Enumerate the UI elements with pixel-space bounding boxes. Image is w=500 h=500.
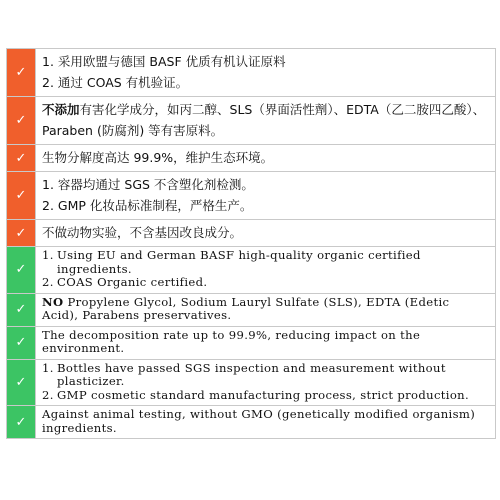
table-row — [7, 406, 495, 438]
item-number: 2. — [42, 275, 54, 289]
check-icon: ✓ — [7, 406, 35, 438]
list-item — [42, 362, 489, 389]
item-number: 2. — [42, 75, 58, 90]
features-table — [6, 48, 496, 439]
row-cell — [35, 172, 495, 219]
row-text: Against animal testing, without GMO (genetically modified organism) ingredients. — [42, 407, 476, 435]
row-cell — [35, 49, 495, 96]
item-text: 采用欧盟与德国 BASF 优质有机认证原料 — [57, 54, 286, 69]
list-item — [42, 51, 489, 72]
row-text: The decomposition rate up to 99.9%, reducing impact on the environment. — [42, 327, 421, 355]
row-cell — [35, 145, 495, 171]
check-icon: ✓ — [7, 327, 35, 359]
row-cell — [35, 220, 495, 246]
check-icon: ✓ — [7, 97, 35, 144]
row-cell — [35, 247, 495, 293]
table-row — [7, 360, 495, 407]
item-text: GMP 化妆品标准制程，严格生产。 — [57, 198, 253, 213]
list-item — [42, 249, 489, 276]
check-icon: ✓ — [7, 220, 35, 246]
item-text: COAS Organic certified. — [57, 275, 208, 289]
row-text: 不做动物实验，不含基因改良成分。 — [42, 225, 243, 240]
item-number: 2. — [42, 387, 54, 402]
list-item — [42, 195, 489, 216]
check-icon: ✓ — [7, 247, 35, 293]
list-item — [42, 389, 489, 403]
item-number: 1. — [42, 177, 58, 192]
table-row — [7, 327, 495, 360]
item-number: 1. — [42, 248, 54, 262]
table-row — [7, 145, 495, 172]
table-row — [7, 49, 495, 97]
check-icon: ✓ — [7, 294, 35, 326]
item-number: 1. — [42, 54, 58, 69]
emphasis-text: NO — [42, 294, 64, 309]
item-number: 1. — [42, 360, 54, 375]
table-row — [7, 172, 495, 220]
row-cell — [35, 360, 495, 406]
item-text: GMP cosmetic standard manufacturing process, strict production. — [57, 387, 470, 402]
row-cell — [35, 327, 495, 359]
item-text: Using EU and German BASF high-quality organic certified ingredients. — [57, 248, 421, 276]
check-icon: ✓ — [7, 360, 35, 406]
row-text: 生物分解度高达 99.9%，维护生态环境。 — [42, 150, 274, 165]
row-text: Propylene Glycol, Sodium Lauryl Sulfate (SLS), EDTA (Edetic Acid), Parabens preservatives. — [42, 294, 450, 322]
item-text: 容器均通过 SGS 不含塑化剂检测。 — [57, 177, 254, 192]
table-row — [7, 247, 495, 294]
table-row — [7, 294, 495, 327]
item-text: 通过 COAS 有机验证。 — [57, 75, 189, 90]
row-cell — [35, 406, 495, 438]
row-text: 有害化学成分，如丙二醇、SLS（界面活性劑）、EDTA（乙二胺四乙酸）、Paraben (防腐剂) 等有害原料。 — [42, 102, 486, 138]
table-row — [7, 97, 495, 145]
list-item — [42, 174, 489, 195]
list-item — [42, 72, 489, 93]
list-item — [42, 276, 489, 290]
item-text: Bottles have passed SGS inspection and measurement without plasticizer. — [57, 360, 446, 388]
emphasis-text: 不添加 — [42, 102, 80, 117]
item-number: 2. — [42, 198, 58, 213]
row-cell — [35, 97, 495, 144]
row-cell — [35, 294, 495, 326]
table-row — [7, 220, 495, 247]
check-icon: ✓ — [7, 145, 35, 171]
check-icon: ✓ — [7, 49, 35, 96]
check-icon: ✓ — [7, 172, 35, 219]
